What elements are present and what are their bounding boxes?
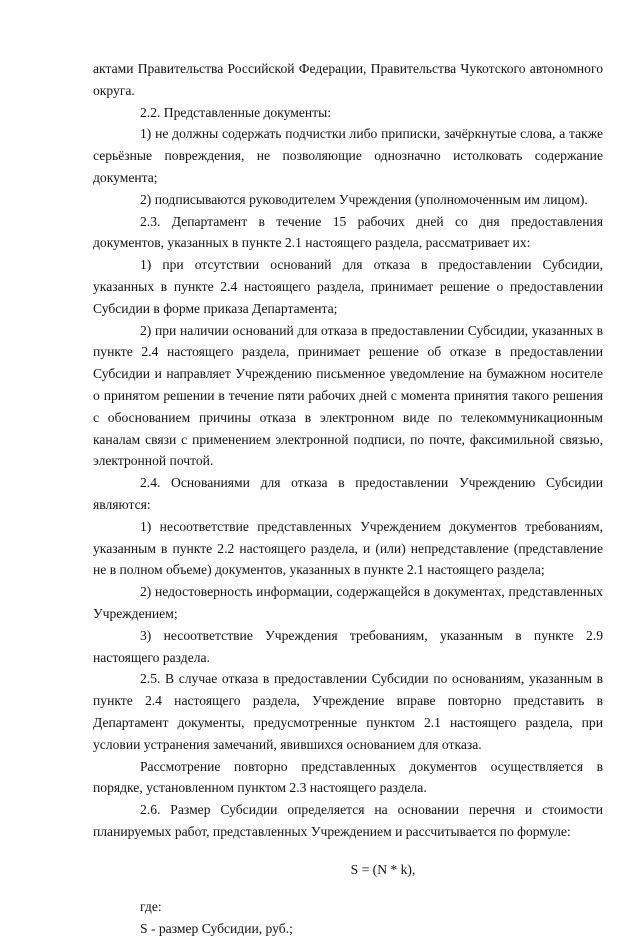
paragraph: 1) при отсутствии оснований для отказа в предоставлении Субсидии, указанных в пункте 2.4 настоящего раздела, принимает решение о предоставлении Субсидии в форме приказа Департамента; xyxy=(93,257,603,316)
paragraph: 1) не должны содержать подчистки либо приписки, зачёркнутые слова, а также серьёзные повреждения, не позволяющие однозначно истолковать содержание документа; xyxy=(93,126,603,185)
spacer xyxy=(93,880,603,896)
document-page xyxy=(93,58,603,940)
paragraph: 3) несоответствие Учреждения требованиям, указанным в пункте 2.9 настоящего раздела. xyxy=(93,627,603,665)
spacer xyxy=(93,843,603,859)
paragraph: 2) подписываются руководителем Учреждения (уполномоченным им лицом). xyxy=(140,191,588,207)
where-label: где: xyxy=(140,899,162,915)
paragraph: Рассмотрение повторно представленных документов осуществляется в порядке, установленном пунктом 2.3 настоящего раздела. xyxy=(93,758,603,796)
definition-line: S - размер Субсидии, руб.; xyxy=(140,921,293,937)
paragraph: 2.5. В случае отказа в предоставлении Субсидии по основаниям, указанным в пункте 2.4 настоящего раздела, Учреждение вправе повторно представить в Департамент документы, предусмотренные пунктом 2.1 настоящего раздела, при условии устранения замечаний, явившихся основанием для отказа. xyxy=(93,671,603,752)
paragraph: 2.4. Основаниями для отказа в предоставлении Учреждению Субсидии являются: xyxy=(93,475,603,512)
paragraph: актами Правительства Российской Федерации, Правительства Чукотского автономного округа. xyxy=(93,61,603,98)
paragraph: 2.3. Департамент в течение 15 рабочих дней со дня предоставления документов, указанных в пункте 2.1 настоящего раздела, рассматривает их: xyxy=(93,213,603,251)
paragraph: 2.2. Представленные документы: xyxy=(140,104,332,120)
paragraph: 2) при наличии оснований для отказа в предоставлении Субсидии, указанных в пункте 2.4 настоящего раздела, принимает решение об отказе в предоставлении Субсидии и направляет Учреждению письменное уведомление на бумажном носителе о принятом решении в течение пяти рабочих дней с момента принятия такого решения с обоснованием причины отказа в электронном виде по телекоммуникационным каналам связи с применением электронной подписи, по почте, факсимильной связью, электронной почтой. xyxy=(93,322,603,469)
paragraph: 2.6. Размер Субсидии определяется на основании перечня и стоимости планируемых работ, представленных Учреждением и рассчитывается по формуле: xyxy=(93,802,603,839)
paragraph: 2) недостоверность информации, содержащейся в документах, представленных Учреждением; xyxy=(93,584,603,621)
formula: S = (N * k), xyxy=(350,861,416,877)
paragraph: 1) несоответствие представленных Учреждением документов требованиям, указанным в пункте 2.2 настоящего раздела, и (или) непредставление (представление не в полном объеме) документов, указанных в пункте 2.1 настоящего раздела; xyxy=(93,518,603,578)
